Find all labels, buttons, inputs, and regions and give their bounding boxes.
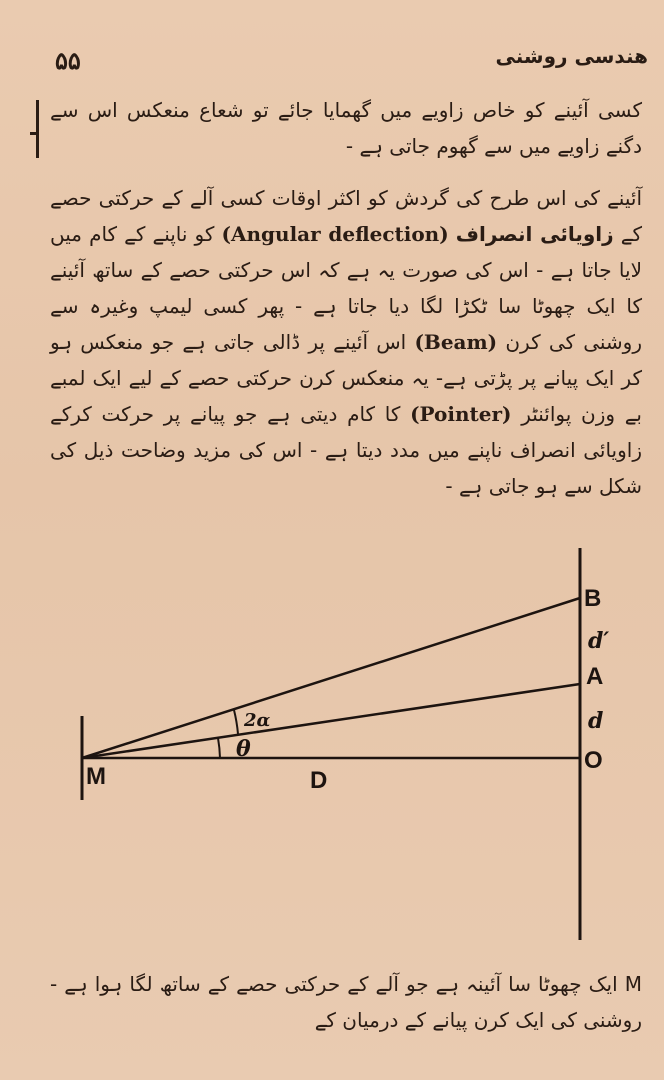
label-two-alpha: 2α xyxy=(244,710,271,731)
label-o: O xyxy=(584,747,603,774)
paragraph-2 xyxy=(50,180,642,504)
chapter-title: هندسی روشنی xyxy=(495,44,648,68)
p2-latin-pointer: (Pointer) xyxy=(410,402,512,426)
paragraph-1 xyxy=(50,92,642,164)
label-a: A xyxy=(586,663,604,690)
two-alpha-arc xyxy=(234,710,238,734)
paragraph-1-text: کسی آئینے کو خاص زاویے میں گھمایا جائے تو شعاع منعکس اس سے دگنے زاویے میں سے گھوم جاتی ہے - xyxy=(50,98,642,158)
page-number: ۵۵ xyxy=(55,46,81,75)
margin-tick xyxy=(30,132,37,135)
label-d-prime: d′ xyxy=(588,628,610,654)
label-m: M xyxy=(86,763,106,790)
ray-mb xyxy=(82,598,580,758)
label-d: D xyxy=(310,767,328,794)
p2-bold-term: زاویائی انصراف xyxy=(455,222,614,246)
paragraph-3 xyxy=(50,966,642,1038)
theta-arc xyxy=(218,738,220,758)
p2-part-a: آئینے کی اس طرح کی گردش کو اکثر اوقات کسی آلے کے حرکتی حصے کے xyxy=(50,186,642,246)
ray-ma xyxy=(82,684,580,758)
p2-part-d: کا کام دیتی ہے جو پیانے پر حرکت کرکے زاویائی انصراف ناپنے میں مدد دیتا ہے - اس کی مزید وضاحت ذیل کی شکل سے ہو جاتی ہے - xyxy=(50,402,642,498)
label-b: B xyxy=(584,585,602,612)
paragraph-2-text xyxy=(50,180,642,504)
paragraph-3-text: M ایک چھوٹا سا آئینہ ہے جو آلے کے حرکتی حصے کے ساتھ لگا ہوا ہے - روشنی کی ایک کرن پیانے کے درمیان کے xyxy=(50,972,642,1032)
p2-latin-angular: (Angular deflection) xyxy=(221,222,449,246)
p2-latin-beam: (Beam) xyxy=(414,330,498,354)
p2-part-c: اس آئینے پر ڈالی جاتی ہے جو منعکس ہو کر ایک پیانے پر پڑتی ہے- یہ منعکس کرن حرکتی حصے کے لیے ایک لمبے بے وزن پوائنٹر xyxy=(50,330,643,426)
label-theta: θ xyxy=(236,736,251,762)
deflection-diagram xyxy=(0,540,664,960)
label-d-small: d xyxy=(588,708,604,734)
p2-part-b: کو ناپنے کے کام میں لایا جاتا ہے - اس کی صورت یہ ہے کہ اس حرکتی حصے کے ساتھ آئینے کا ایک چھوٹا سا ٹکڑا لگا دیا جاتا ہے - پھر کسی لیمپ وغیرہ سے روشنی کی کرن xyxy=(50,222,642,354)
margin-mark xyxy=(36,100,39,158)
